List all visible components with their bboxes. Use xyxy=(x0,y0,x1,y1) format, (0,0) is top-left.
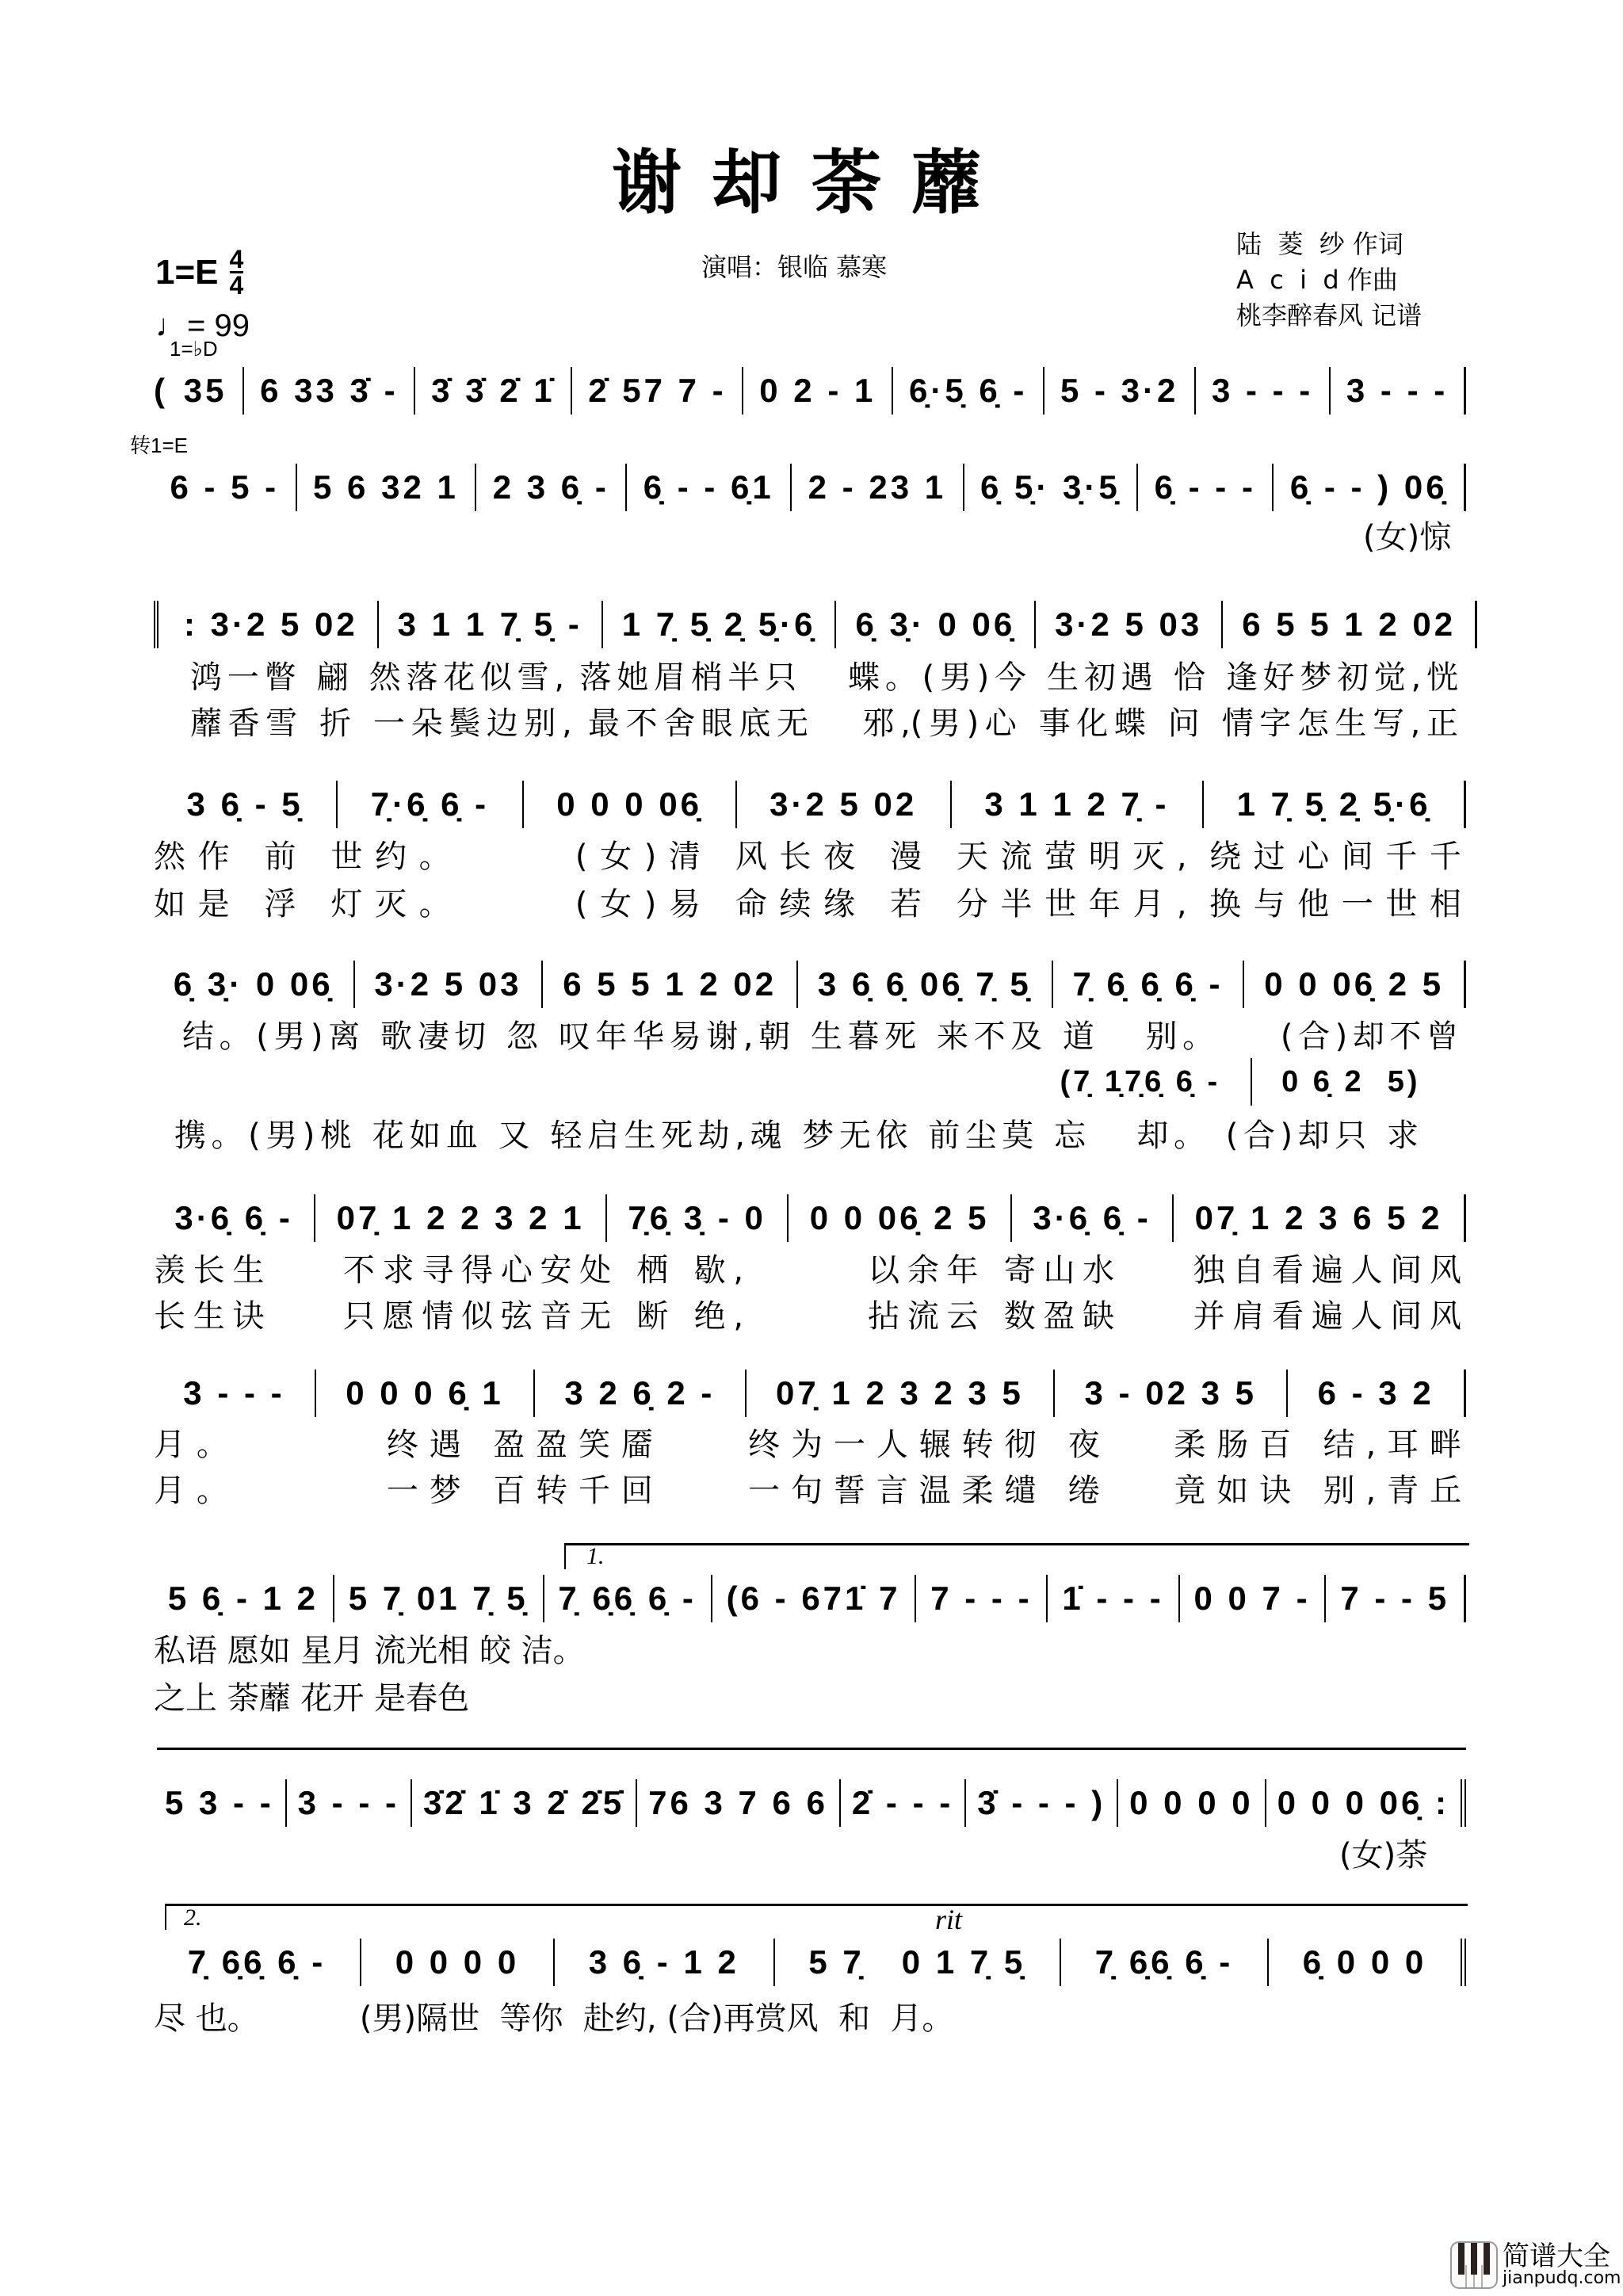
logo-url: jianpudq.com xyxy=(1503,2268,1621,2288)
alternate-notes xyxy=(1030,1058,1450,1106)
credits xyxy=(1236,227,1422,334)
lyric-line: 私语 愿如 星月 流光相 皎 洁。 xyxy=(154,1633,585,1669)
composer-credit: A c i d 作曲 xyxy=(1236,265,1398,295)
measure: 6̣·5̣ 6̣ - xyxy=(893,367,1044,415)
measure: 07̣ 1 2 3 2 3 5 xyxy=(747,1370,1056,1417)
measure: 7̣ 6̣6̣ 6̣ - xyxy=(544,1575,712,1622)
measure: 5 3 - - xyxy=(154,1779,287,1827)
lyric-line: 鸿一瞥 翩 然落花似雪, 落她眉梢半只 蝶。(男)今 生初遇 恰 逢好梦初觉,恍 xyxy=(190,659,1458,696)
measure: 3 - - - xyxy=(287,1779,412,1827)
lyricist-credit: 陆 菱 纱 作词 xyxy=(1236,229,1403,259)
measure: 07̣ 1 2 3 6 5 2 xyxy=(1174,1194,1466,1242)
measure: 6 - 3 2 xyxy=(1288,1370,1466,1417)
score-row xyxy=(154,961,1466,1008)
measure: 6̣ - - 6̣1 xyxy=(627,464,792,511)
tempo-marking: ♩= 99 xyxy=(155,308,250,343)
measure: 35 xyxy=(168,367,244,415)
measure: (7̣ 1̣7̣6̣ 6̣ - xyxy=(1030,1058,1252,1106)
measure: 3 - 02 3 5 xyxy=(1055,1370,1288,1417)
measure: 2 - 23 1 xyxy=(792,464,964,511)
measure: 2̇ - - - xyxy=(841,1779,966,1827)
measure: 7̣ 6̣6̣ 6̣ - xyxy=(1061,1939,1269,1986)
lyric-line: (女)荼 xyxy=(1339,1837,1428,1874)
score-row xyxy=(154,781,1466,828)
modulation-label: 1=♭D xyxy=(170,337,218,361)
measure: 5 6 32 1 xyxy=(297,464,477,511)
measure: 0 0 7 - xyxy=(1180,1575,1327,1622)
measure: 6̣ 5̣· 3̣·5̣ xyxy=(964,464,1139,511)
ritardando-marking: rit xyxy=(935,1904,963,1935)
measure: 0 0 0 0 xyxy=(361,1939,555,1986)
measure: 3̇2̇ 1̇ 3 2̇ 2̇5̇ xyxy=(412,1779,637,1827)
score-row xyxy=(154,1370,1466,1417)
measure: 3 - - - xyxy=(1331,367,1466,415)
key-signature xyxy=(155,245,244,300)
score-row xyxy=(154,601,1477,648)
measure: 3̇ - - - ) xyxy=(966,1779,1118,1827)
measure: 6 5 5 1 2 02 xyxy=(543,961,798,1008)
measure: 0 0 06̣ 2 5 xyxy=(1244,961,1466,1008)
time-bottom: 4 xyxy=(229,271,244,300)
lyric-line: 如是 浮 灯灭。 (女)易 命续缘 若 分半世年月, 换与他一世相 xyxy=(154,886,1461,923)
measure: 6̣ 0 0 0 xyxy=(1269,1939,1466,1986)
lyric-line: 携。(男)桃 花如血 又 轻启生死劫,魂 梦无依 前尘莫 忘 却。 (合)却只 求 xyxy=(174,1117,1419,1154)
measure: 5 7̣ 01 7̣ 5̣ xyxy=(334,1575,544,1622)
measure: 0 0 0 06̣ : xyxy=(1266,1779,1466,1827)
lyric-line: 然作 前 世约。 (女)清 风长夜 漫 天流萤明灭, 绕过心间千千 xyxy=(154,839,1461,875)
measure: 0 0 0 6̣ 1 xyxy=(316,1370,535,1417)
score-row xyxy=(154,337,1466,415)
intro-bracket: ( xyxy=(154,372,165,409)
measure: 6 5 5 1 2 02 xyxy=(1223,601,1477,648)
watermark-logo xyxy=(1450,2241,1621,2289)
piano-icon xyxy=(1450,2241,1498,2289)
measure: 3 - - - xyxy=(154,1370,316,1417)
lyric-line: 尽 也。 (男)隔世 等你 赴约, (合)再赏风 和 月。 xyxy=(154,2000,954,2037)
measure: 3 6̣ - 1 2 xyxy=(555,1939,775,1986)
measure: 1 7̣ 5̣ 2̣ 5̣·6̣ xyxy=(1204,781,1466,828)
measure: 6̣ - - - xyxy=(1138,464,1274,511)
lyric-line: 长生诀 只愿情似弦音无 断 绝, 拈流云 数盈缺 并肩看遍人间风 xyxy=(154,1298,1461,1335)
measure: 3 - - - xyxy=(1196,367,1331,415)
measure: 6̣ 3̣· 0 06̣ xyxy=(154,961,355,1008)
measure: : 3·2 5 02 xyxy=(165,601,379,648)
measure: 0 0 06̣ 2 5 xyxy=(789,1194,1012,1242)
measure: 6̣ - - ) 06̣ xyxy=(1274,464,1466,511)
measure: 76 3 7 6 6 xyxy=(637,1779,841,1827)
modulation-label: 转1=E xyxy=(130,434,188,457)
measure: 6 - 5 - xyxy=(154,464,297,511)
measure: 3 6̣ - 5̣ xyxy=(154,781,338,828)
measure: 2̇ 57 7 - xyxy=(572,367,743,415)
measure: 5 - 3·2 xyxy=(1044,367,1196,415)
measure: 3·6̣ 6̣ - xyxy=(154,1194,315,1242)
score-row xyxy=(130,434,1466,511)
volta-number-2: 2. xyxy=(184,1904,202,1931)
measure: 7 - - - xyxy=(916,1575,1048,1622)
score-row xyxy=(154,1779,1466,1827)
measure: 3·6̣ 6̣ - xyxy=(1012,1194,1174,1242)
measure: 3·2 5 02 xyxy=(737,781,952,828)
lyric-line: 月。 终遇 盈盈笑靥 终为一人辗转彻 夜 柔肠百 结,耳畔 xyxy=(154,1427,1461,1463)
measure: 6̣ 3̣· 0 06̣ xyxy=(836,601,1036,648)
singer-credit: 演唱：银临 慕寒 xyxy=(701,252,888,282)
measure: 2 3 6̣ - xyxy=(476,464,627,511)
lyric-line: 之上 荼蘼 花开 是春色 xyxy=(154,1680,470,1717)
measure: 3 6̣ 6̣ 06̣ 7̣ 5̣ xyxy=(798,961,1053,1008)
measure: 7̣ 6̣ 6̣ 6̣ - xyxy=(1053,961,1245,1008)
measure: 0 0 0 06̣ xyxy=(524,781,737,828)
lyric-line: 蘼香雪 折 一朵鬓边别, 最不舍眼底无 邪,(男)心 事化蝶 问 情字怎生写,正 xyxy=(190,705,1458,742)
measure: 7̣6̣ 3̣ - 0 xyxy=(607,1194,789,1242)
measure: 0 2 - 1 xyxy=(743,367,893,415)
logo-name: 简谱大全 xyxy=(1503,2241,1610,2272)
measure: 07̣ 1 2 2 3 2 1 xyxy=(315,1194,607,1242)
measure: (6 - 671̇ 7 xyxy=(712,1575,917,1622)
score-row xyxy=(154,1194,1466,1242)
measure: 3̇ 3̇ 2̇ 1̇ xyxy=(415,367,572,415)
volta-bracket-continue xyxy=(157,1748,1466,1750)
measure: 3 1 1 7̣ 5̣ - xyxy=(379,601,603,648)
measure: 6 33 3̇ - xyxy=(244,367,415,415)
lyric-line: 月。 一梦 百转千回 一句誓言温柔缱 绻 竟如诀 别,青丘 xyxy=(154,1473,1461,1509)
measure: 5 7̣ 0 1 7̣ 5̣ xyxy=(775,1939,1061,1986)
measure: 3 2 6̣ 2 - xyxy=(535,1370,747,1417)
measure: 7̣·6̣ 6̣ - xyxy=(338,781,524,828)
measure: 5 6̣ - 1 2 xyxy=(154,1575,334,1622)
score-row xyxy=(154,1939,1466,1986)
measure: 7 - - 5 xyxy=(1326,1575,1466,1622)
score-row xyxy=(154,1575,1466,1622)
measure: 1 7̣ 5̣ 2̣ 5̣·6̣ xyxy=(603,601,837,648)
logo-text xyxy=(1503,2243,1621,2287)
time-top: 4 xyxy=(229,245,244,273)
measure: 0 6̣ 2 5) xyxy=(1281,1065,1421,1098)
measure: 3·2 5 03 xyxy=(355,961,544,1008)
measure: 1̇ - - - xyxy=(1048,1575,1179,1622)
volta-number-1: 1. xyxy=(586,1543,605,1569)
transcriber-credit: 桃李醉春风 记谱 xyxy=(1236,300,1423,330)
lyric-line: 结。(男)离 歌凄切 忽 叹年华易谢,朝 生暮死 来不及 道 别。 (合)却不曾 xyxy=(182,1018,1458,1055)
measure: 3·2 5 03 xyxy=(1036,601,1223,648)
time-signature xyxy=(229,245,244,300)
lyric-line: 羡长生 不求寻得心安处 栖 歇, 以余年 寄山水 独自看遍人间风 xyxy=(154,1252,1461,1289)
volta-bracket-1 xyxy=(564,1543,1469,1569)
measure: 3 1 1 2 7̣ - xyxy=(952,781,1204,828)
measure: 7̣ 6̣6̣ 6̣ - xyxy=(154,1939,361,1986)
key-label: 1=E xyxy=(155,252,219,292)
song-title: 谢却荼蘼 xyxy=(611,141,1011,223)
lyric-line: (女)惊 xyxy=(1363,519,1452,556)
measure: 0 0 0 0 xyxy=(1118,1779,1266,1827)
volta-bracket-2 xyxy=(165,1904,1468,1930)
